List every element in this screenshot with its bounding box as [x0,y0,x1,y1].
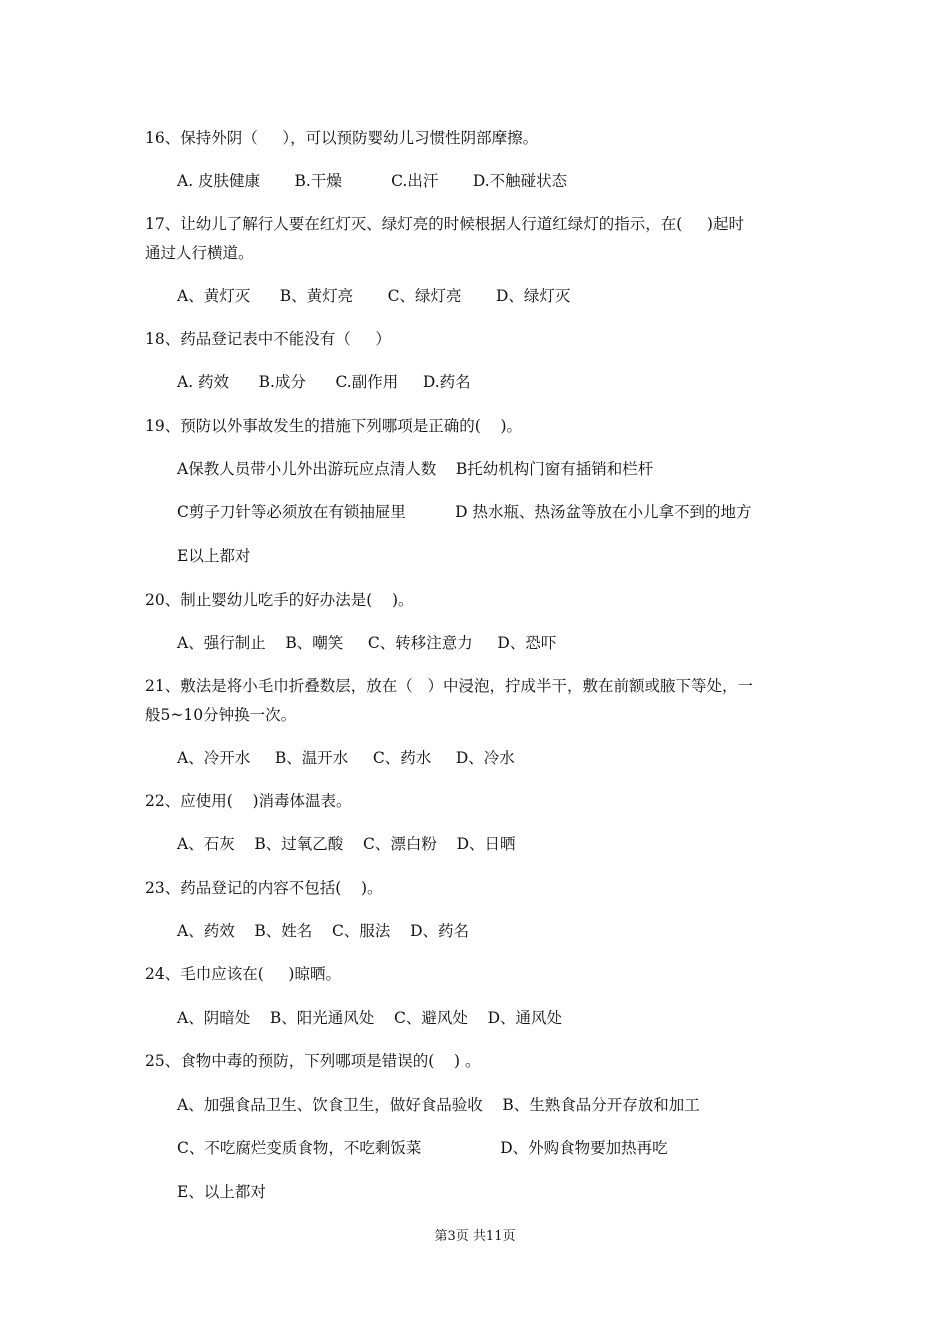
question-25-options-2: C、不吃腐烂变质食物，不吃剩饭菜 D、外购食物要加热再吃 [177,1139,668,1157]
question-16-stem: 16、保持外阴（ ），可以预防婴幼儿习惯性阴部摩擦。 [145,129,539,147]
question-21-stem: 21、敷法是将小毛巾折叠数层，放在（ ）中浸泡，拧成半干，敷在前额或腋下等处，一 [145,677,754,695]
question-25-options-1: A、加强食品卫生、饮食卫生，做好食品验收 B、生熟食品分开存放和加工 [177,1096,700,1114]
question-17-stem: 17、让幼儿了解行人要在红灯灭、绿灯亮的时候根据人行道红绿灯的指示，在( )起时 [145,215,744,233]
question-22-stem: 22、应使用( )消毒体温表。 [145,792,352,810]
question-18-options: A. 药效 B.成分 C.副作用 D.药名 [177,373,471,391]
question-19-options-2: C剪子刀针等必须放在有锁抽屉里 D 热水瓶、热汤盆等放在小儿拿不到的地方 [177,503,752,521]
question-21-stem-cont: 般5~10分钟换一次。 [145,706,297,724]
question-16-options: A. 皮肤健康 B.干燥 C.出汗 D.不触碰状态 [177,172,568,190]
question-24-stem: 24、毛巾应该在( )晾晒。 [145,965,341,983]
question-24-options: A、阴暗处 B、阳光通风处 C、避风处 D、通风处 [177,1009,562,1027]
question-19-options-3: E以上都对 [177,547,251,565]
question-17-options: A、黄灯灭 B、黄灯亮 C、绿灯亮 D、绿灯灭 [177,287,571,305]
question-25-stem: 25、食物中毒的预防，下列哪项是错误的( ) 。 [145,1052,481,1070]
question-17-stem-cont: 通过人行横道。 [145,244,254,262]
question-22-options: A、石灰 B、过氧乙酸 C、漂白粉 D、日晒 [177,835,516,853]
question-19-stem: 19、预防以外事故发生的措施下列哪项是正确的( )。 [145,417,523,435]
question-20-options: A、强行制止 B、嘲笑 C、转移注意力 D、恐吓 [177,634,557,652]
question-20-stem: 20、制止婴幼儿吃手的好办法是( )。 [145,591,414,609]
page-number-footer: 第3页 共11页 [434,1229,516,1244]
question-23-options: A、药效 B、姓名 C、服法 D、药名 [177,922,469,940]
question-21-options: A、冷开水 B、温开水 C、药水 D、冷水 [177,749,515,767]
question-25-options-3: E、以上都对 [177,1183,266,1201]
question-19-options-1: A保教人员带小儿外出游玩应点清人数 B托幼机构门窗有插销和栏杆 [177,460,654,478]
question-18-stem: 18、药品登记表中不能没有（ ） [145,330,391,348]
question-23-stem: 23、药品登记的内容不包括( )。 [145,879,383,897]
